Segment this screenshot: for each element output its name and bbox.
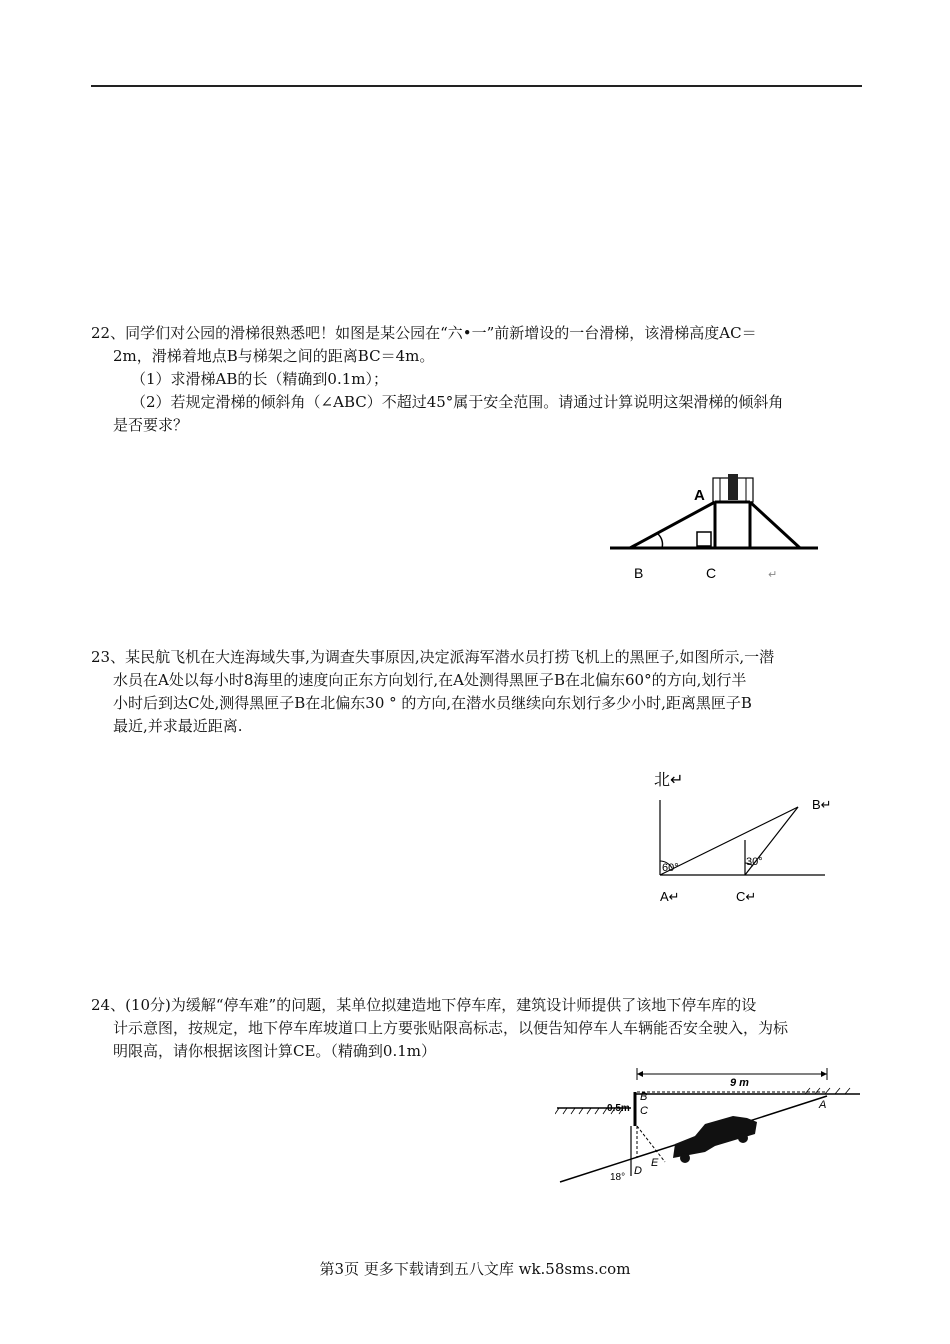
- fig24-height: 0.5m: [607, 1103, 630, 1114]
- fig24-dist: 9 m: [730, 1077, 749, 1089]
- fig23-label-b: B↵: [812, 797, 832, 812]
- fig22-label-c: C: [706, 565, 717, 581]
- fig23-label-c: C↵: [736, 889, 757, 904]
- angle-arc: [658, 534, 663, 548]
- q23-line1: 23、某民航飞机在大连海域失事,为调查失事原因,决定派海军潜水员打捞飞机上的黑匣子,如图所示,一潜: [91, 648, 775, 666]
- q23-line4: 最近,并求最近距离.: [113, 717, 243, 735]
- fig24-label-e: E: [651, 1157, 659, 1169]
- q22-line1: 22、同学们对公园的滑梯很熟悉吧！如图是某公园在“六•一”前新增设的一台滑梯，该滑梯高度AC＝: [91, 324, 757, 342]
- fig22-label-a: A: [694, 487, 705, 504]
- fig23-north: 北↵: [654, 772, 684, 789]
- q23-line3: 小时后到达C处,测得黑匣子B在北偏东30 ° 的方向,在潜水员继续向东划行多少小时,距离黑匣子B: [113, 694, 752, 712]
- slide-line: [630, 502, 715, 548]
- fig24-label-a: A: [819, 1099, 827, 1111]
- q24-line3: 明限高，请你根据该图计算CE。（精确到0.1m）: [113, 1042, 437, 1060]
- q22-part2: （2）若规定滑梯的倾斜角（∠ABC）不超过45°属于安全范围。请通过计算说明这架滑梯的倾斜角: [131, 393, 784, 411]
- fig23-label-a: A↵: [660, 889, 680, 904]
- fig22-label-b: B: [634, 565, 644, 581]
- ladder-line: [750, 502, 800, 548]
- q24-line2: 计示意图，按规定，地下停车库坡道口上方要张贴限高标志，以便告知停车人车辆能否安全驶入，为标: [113, 1019, 789, 1037]
- car-silhouette: [673, 1116, 757, 1163]
- navigation-figure: [640, 765, 840, 915]
- q23-line2: 水员在A处以每小时8海里的速度向正东方向划行,在A处测得黑匣子B在北偏东60°的方向,划行半: [113, 671, 747, 689]
- fig22-mark: ↵: [768, 569, 778, 581]
- q22-line2: 2m，滑梯着地点B与梯架之间的距离BC＝4m。: [113, 347, 435, 365]
- fig24-label-c: C: [640, 1105, 648, 1117]
- fig24-angle: 18°: [610, 1172, 626, 1183]
- header-rule: [91, 85, 862, 87]
- page-footer: 第3页 更多下载请到五八文库 wk.58sms.com: [319, 1260, 631, 1278]
- child-figure: [728, 474, 738, 500]
- slide-figure: [600, 460, 830, 590]
- right-angle-mark: [697, 532, 711, 546]
- q22-part1: （1）求滑梯AB的长（精确到0.1m）；: [131, 370, 388, 388]
- question-23: [91, 646, 866, 738]
- fig24-label-b: B: [640, 1091, 648, 1103]
- q24-line1: 24、(10分)为缓解“停车难”的问题，某单位拟建造地下停车库，建筑设计师提供了该地下停车库的设: [91, 996, 757, 1014]
- q22-part2b: 是否要求？: [113, 416, 189, 434]
- question-24: [91, 994, 866, 1063]
- fig23-angle-c: 30°: [746, 856, 763, 868]
- fig23-angle-a: 60°: [662, 862, 679, 874]
- parking-figure: [555, 1066, 865, 1191]
- line-ab: [660, 807, 798, 875]
- fig24-label-d: D: [634, 1165, 642, 1177]
- question-22: [91, 322, 866, 437]
